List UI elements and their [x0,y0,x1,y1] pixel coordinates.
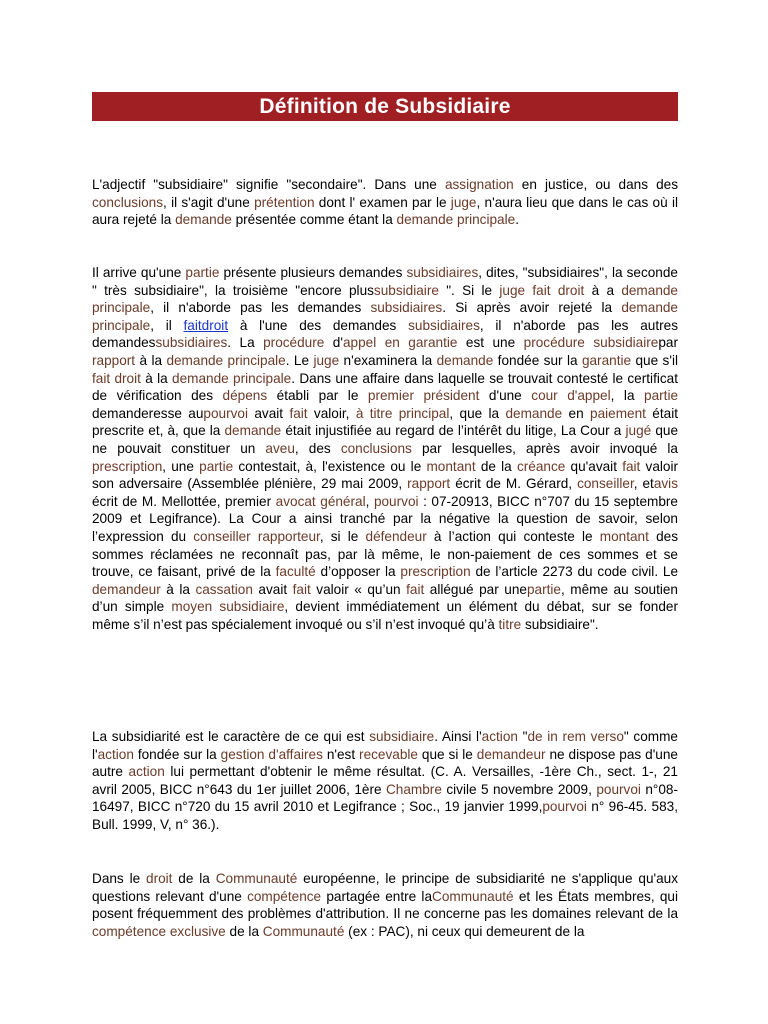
glossary-term[interactable]: fait [289,405,308,421]
glossary-term[interactable]: action [481,729,518,744]
glossary-term[interactable]: Communauté [432,888,514,904]
page-title: Définition de Subsidiaire [92,92,678,121]
glossary-term[interactable]: prescription [92,458,163,474]
glossary-term[interactable]: Communauté [262,923,345,939]
glossary-term[interactable]: action [128,764,165,780]
glossary-term[interactable]: juge [450,194,477,210]
glossary-term[interactable]: demande principale [92,282,678,316]
glossary-term[interactable]: demande [505,405,563,421]
glossary-term[interactable]: conclusions [340,440,412,456]
glossary-term[interactable]: appel en garantie [342,335,458,351]
glossary-term[interactable]: aveu [265,440,295,456]
glossary-term[interactable]: demande principale [166,352,286,368]
glossary-term[interactable]: demandeur [92,581,161,597]
glossary-term[interactable]: créance [516,458,566,474]
glossary-term[interactable]: partie [644,388,679,404]
glossary-term[interactable]: subsidiaire [373,282,439,298]
glossary-term[interactable]: conseiller rapporteur [193,528,320,544]
glossary-term[interactable]: subsidiaires [406,265,479,280]
glossary-term[interactable]: garantie [581,352,632,368]
glossary-term[interactable]: compétence exclusive [92,923,226,939]
glossary-term[interactable]: à titre principal [355,405,450,421]
glossary-term[interactable]: cassation [195,581,253,597]
glossary-term[interactable]: subsidiaires [155,335,228,351]
glossary-term[interactable]: cour d'appel [531,388,611,404]
glossary-term[interactable]: rapport [92,352,136,368]
glossary-term[interactable]: prétention [254,194,315,210]
glossary-term[interactable]: fait [622,458,641,474]
glossary-term[interactable]: titre [498,616,522,632]
glossary-term[interactable]: demande [175,212,232,228]
glossary-term[interactable]: droit [146,871,173,886]
glossary-term[interactable]: partie [199,458,234,474]
glossary-term[interactable]: avocat général [275,493,366,509]
glossary-term[interactable]: dépens [222,388,268,404]
glossary-term[interactable]: Communauté [215,871,298,886]
glossary-term[interactable]: compétence [247,888,322,904]
glossary-term[interactable]: fait [292,581,311,597]
glossary-link[interactable]: faitdroit [183,317,229,333]
glossary-term[interactable]: pourvoi [203,405,248,421]
glossary-term[interactable]: fait droit [92,370,141,386]
glossary-term[interactable]: partie [185,265,220,280]
glossary-term[interactable]: conseiller [577,476,634,492]
paragraph-demandes-subsidiaires: Il arrive qu'une partie présente plusieurs demandes subsidiaires, dites, "subsidiaires", la seconde " très subsidiaire", la troisième "encore plussubsidiaire ". Si le juge fait droit à a demande principale, il n'aborde pas les demandes subsidiaires. Si après avoir rejeté la demande principale, il faitdroit à l'une des demandes subsidiaires, il n'aborde pas les autres demandessubsidiaires. La procédure d'appel en garantie est une procédure subsidiairepar rapport à la demande principale. Le juge n'examinera la demande fondée sur la garantie que s'il fait droit à la demande principale. Dans une affaire dans laquelle se trouvait contesté le certificat de vérification des dépens établi par le premier président d'une cour d'appel, la partie demanderesse aupourvoi avait fait valoir, à titre principal, que la demande en paiement était prescrite et, à, que la demande était injustifiée au regard de l’intérêt du litige, La Cour a jugé que ne pouvait constituer un aveu, des conclusions par lesquelles, après avoir invoqué la prescription, une partie contestait, à, l'existence ou le montant de la créance qu'avait fait valoir son adversaire (Assemblée plénière, 29 mai 2009, rapport écrit de M. Gérard, conseiller, etavis écrit de M. Mellottée, premier avocat général, pourvoi : 07-20913, BICC n°707 du 15 septembre 2009 et Legifrance). La Cour a ainsi tranché par la négative la question de savoir, selon l’expression du conseiller rapporteur, si le défendeur à l’action qui conteste le montant des sommes réclamées ne reconnaît pas, par là même, le non-paiement de ces sommes et se trouve, ce faisant, privé de la faculté d’opposer la prescription de l’article 2273 du code civil. Le demandeur à la cassation avait fait valoir « qu’un fait allégué par unepartie, même au soutien d’un simple moyen subsidiaire, devient immédiatement un élément du débat, sur se fonder même s’il n’est pas spécialement invoqué ou s’il n’est invoqué qu’à titre subsidiaire". [92,265,679,632]
glossary-term[interactable]: prescription [400,564,471,580]
glossary-term[interactable]: juge [313,352,340,368]
glossary-term[interactable]: montant [426,458,476,474]
glossary-term[interactable]: fait [406,581,425,597]
glossary-term[interactable]: demande principale [396,212,516,228]
glossary-term[interactable]: fait droit [532,282,585,298]
glossary-term[interactable]: demande principale [172,370,292,386]
glossary-term[interactable]: procédure subsidiaire [523,335,659,351]
glossary-term[interactable]: demande [224,423,282,439]
glossary-term[interactable]: pourvoi [596,781,641,797]
glossary-term[interactable]: demandeur [476,746,546,762]
glossary-term[interactable]: premier président [367,388,480,404]
glossary-term[interactable]: action [97,746,134,762]
glossary-term[interactable]: faculté [275,564,316,580]
glossary-term[interactable]: juge [499,282,526,298]
glossary-term[interactable]: subsidiaires [408,317,480,333]
glossary-term[interactable]: défendeur [365,528,427,544]
glossary-term[interactable]: pourvoi [542,799,587,815]
glossary-term[interactable]: subsidiaire [369,729,435,744]
glossary-term[interactable]: avis [653,476,679,492]
glossary-term[interactable]: paiement [590,405,646,421]
glossary-term[interactable]: partie [526,581,561,597]
paragraph-subsidiarite: La subsidiarité est le caractère de ce qui est subsidiaire. Ainsi l'action "de in rem verso" comme l'action fondée sur la gestion d'affaires n'est recevable que si le demandeur ne dispose pas d'une autre action lui permettant d'obtenir le même résultat. (C. A. Versailles, -1ère Ch., sect. 1-, 21 avril 2005, BICC n°643 du 1er juillet 2006, 1ère Chambre civile 5 novembre 2009, pourvoi n°08-16497, BICC n°720 du 15 avril 2010 et Legifrance ; Soc., 19 janvier 1999,pourvoi n° 96-45. 583, Bull. 1999, V, n° 36.). [92,729,679,832]
glossary-term[interactable]: conclusions [92,194,164,210]
glossary-term[interactable]: demande principale [92,300,678,333]
glossary-term[interactable]: assignation [444,177,514,192]
glossary-term[interactable]: Chambre [385,781,442,797]
paragraph-droit-communautaire: Dans le droit de la Communauté européenne, le principe de subsidiarité ne s'applique qu'aux questions relevant d'une compétence partagée entre laCommunauté et les États membres, qui posent fréquemment des problèmes d'attribution. Il ne concerne pas les domaines relevant de la compétence exclusive de la Communauté (ex : PAC), ni ceux qui demeurent de la [92,871,679,939]
paragraph-definition: L'adjectif "subsidiaire" signifie "secondaire". Dans une assignation en justice, ou dans des conclusions, il s'agit d'une prétention dont l' examen par le juge, n'aura lieu que dans le cas où il aura rejeté la demande présentée comme étant la demande principale. [92,177,679,228]
glossary-term[interactable]: recevable [359,746,418,762]
glossary-term[interactable]: de in rem verso [527,729,624,744]
glossary-term[interactable]: demande [436,352,494,368]
glossary-term[interactable]: montant [599,528,649,544]
glossary-term[interactable]: pourvoi [373,493,419,509]
glossary-term[interactable]: moyen subsidiaire [171,599,285,615]
glossary-term[interactable]: subsidiaires [370,300,443,316]
glossary-term[interactable]: procédure [263,335,325,351]
glossary-term[interactable]: gestion d'affaires [220,746,323,762]
glossary-term[interactable]: jugé [625,423,652,439]
glossary-term[interactable]: rapport [407,476,451,492]
